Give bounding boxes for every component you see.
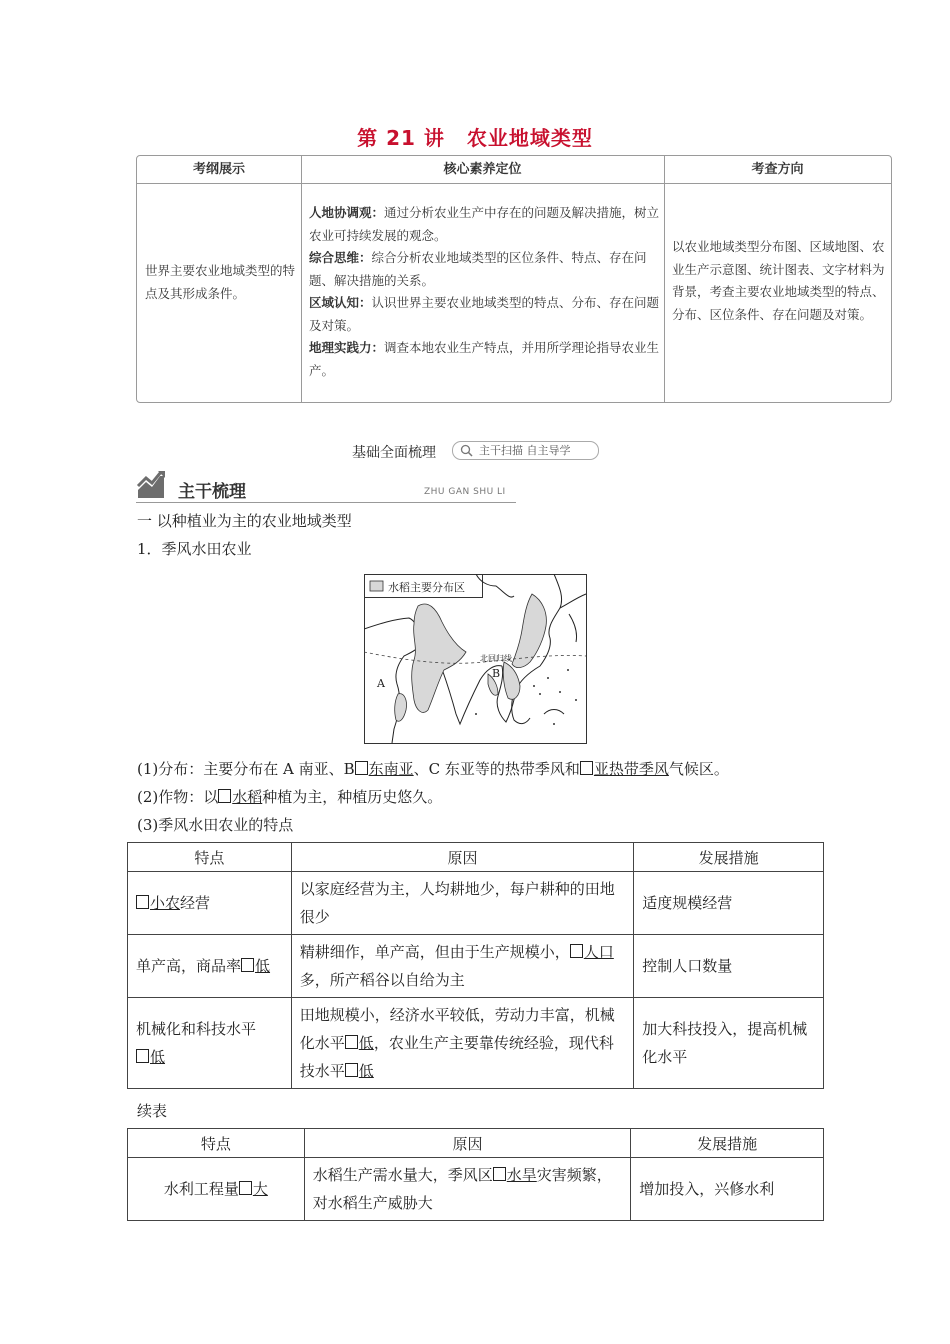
reason-text: 灾害频繁，对水稻生产威胁大	[312, 1166, 612, 1212]
answer-low: 低	[358, 1062, 374, 1080]
literacy-text: 通过分析农业生产中存在的问题及解决措施，树立农业可持续发展的观念。	[309, 205, 660, 243]
reason-text: 田地规模小，经济水平较低，劳动力丰富，机械化水平	[299, 1006, 615, 1052]
answer-small-farm: 小农	[150, 894, 181, 912]
table-row	[128, 872, 824, 935]
divider	[301, 156, 302, 402]
feature-cell	[128, 1158, 305, 1221]
island-dot	[547, 677, 549, 679]
literacy-item	[309, 337, 661, 382]
features-table	[127, 842, 824, 1089]
section-basic: 基础全面梳理	[352, 445, 436, 461]
answer-subtropical-monsoon: 亚热带季风	[593, 760, 669, 778]
answer-low: 低	[150, 1048, 166, 1066]
measure-cell: 增加投入，兴修水利	[631, 1158, 824, 1221]
feature-cell	[128, 935, 292, 998]
table-row	[128, 935, 824, 998]
answer-population: 人口	[583, 943, 614, 961]
features-heading: (3)季风水田农业的特点	[137, 816, 294, 834]
answer-box	[136, 1049, 149, 1063]
divider	[664, 156, 665, 402]
col-header: 发展措施	[634, 843, 824, 872]
col-header: 原因	[291, 843, 633, 872]
literacy-label: 区域认知：	[309, 295, 372, 310]
crop-line	[137, 786, 442, 807]
distribution-suffix: 气候区。	[668, 760, 729, 778]
literacy-label: 地理实践力：	[309, 340, 385, 355]
col-header: 特点	[128, 1129, 305, 1158]
literacy-text: 认识世界主要农业地域类型的特点、分布、存在问题及对策。	[309, 295, 660, 333]
lecture-number: 第 21 讲	[357, 126, 445, 150]
literacy-item	[309, 247, 661, 292]
reason-text: 多，所产稻谷以自给为主	[299, 971, 465, 989]
reason-cell	[291, 998, 633, 1089]
label-a: A	[377, 677, 385, 690]
crop-suffix: 种植为主，种植历史悠久。	[262, 788, 443, 806]
tropic-label: 北回归线	[480, 654, 512, 663]
page-title	[0, 122, 950, 151]
answer-box	[355, 761, 368, 775]
feature-cell	[128, 872, 292, 935]
distribution-line	[137, 758, 729, 779]
island-dot	[575, 699, 577, 701]
answer-box	[241, 958, 254, 972]
trend-chart-icon	[136, 470, 166, 500]
feature-text: 经营	[180, 894, 211, 912]
syllabus-text: 世界主要农业地域类型的特点及其形成条件。	[145, 263, 296, 301]
literacy-item	[309, 202, 661, 247]
distribution-mid: 、C 东亚等的热带季风和	[413, 760, 580, 778]
features-table-continued	[127, 1128, 824, 1221]
measure-cell: 控制人口数量	[634, 935, 824, 998]
part-heading: 一 以种植业为主的农业地域类型	[137, 512, 352, 530]
literacy-item	[309, 292, 661, 337]
table-header-row	[128, 843, 824, 872]
island-dot	[475, 713, 477, 715]
reason-text: 水稻生产需水量大，季风区	[312, 1166, 493, 1184]
table-row	[128, 1158, 824, 1221]
pill-text: 主干扫描 自主导学	[479, 444, 571, 457]
header-direction: 考查方向	[664, 156, 891, 184]
header-literacy: 核心素养定位	[301, 156, 664, 184]
answer-box	[136, 895, 149, 909]
feature-text: 单产高，商品率	[136, 957, 242, 975]
legend-text: 水稻主要分布区	[388, 581, 465, 594]
answer-low: 低	[358, 1034, 374, 1052]
direction-text: 以农业地域类型分布图、区域地图、农业生产示意图、统计图表、文字材料为背景，考查主要农业地域类型的特点、分布、区位条件、存在问题及对策。	[672, 239, 885, 322]
answer-southeast-asia: 东南亚	[368, 760, 414, 778]
reason-cell: 以家庭经营为主，人均耕地少，每户耕种的田地很少	[291, 872, 633, 935]
label-b: B	[492, 667, 501, 680]
overview-table	[136, 155, 892, 403]
section-pinyin: ZHU GAN SHU LI	[424, 487, 506, 497]
reason-cell	[304, 1158, 631, 1221]
lecture-topic: 农业地域类型	[466, 126, 593, 150]
search-icon	[460, 444, 473, 457]
literacy-text: 综合分析农业地域类型的区位条件、特点、存在问题、解决措施的关系。	[309, 250, 647, 288]
crop-prefix: (2)作物：以	[137, 788, 219, 806]
answer-large: 大	[252, 1180, 268, 1198]
answer-box	[345, 1063, 358, 1077]
island-dot	[559, 691, 561, 693]
measure-cell: 加大科技投入，提高机械化水平	[634, 998, 824, 1089]
island-dot	[533, 685, 535, 687]
feature-cell	[128, 998, 292, 1089]
rice-distribution-map	[364, 574, 587, 744]
answer-box	[493, 1167, 506, 1181]
distribution-prefix: (1)分布：主要分布在 A 南亚、B	[137, 760, 355, 778]
legend-swatch	[370, 581, 383, 591]
answer-flood-drought: 水旱	[506, 1166, 537, 1184]
table-row	[128, 998, 824, 1089]
island-dot	[539, 693, 541, 695]
reason-text: ，农业生产主要靠传统经验，现代科技水平	[299, 1034, 614, 1080]
answer-low: 低	[255, 957, 271, 975]
continued-label: 续表	[137, 1102, 168, 1120]
island-dot	[553, 723, 555, 725]
item-heading: 1．季风水田农业	[137, 540, 252, 558]
answer-box	[345, 1035, 358, 1049]
feature-text: 机械化和科技水平	[136, 1020, 257, 1038]
reason-cell	[291, 935, 633, 998]
literacy-label: 综合思维：	[309, 250, 372, 265]
measure-cell: 适度规模经营	[634, 872, 824, 935]
col-header: 发展措施	[631, 1129, 824, 1158]
feature-text: 水利工程量	[163, 1180, 239, 1198]
col-header: 原因	[304, 1129, 631, 1158]
table-header-row	[128, 1129, 824, 1158]
answer-box	[239, 1181, 252, 1195]
answer-box	[580, 761, 593, 775]
literacy-list	[309, 202, 661, 382]
reason-text: 精耕细作，单产高，但由于生产规模小，	[299, 943, 570, 961]
answer-box	[218, 789, 231, 803]
island-dot	[567, 669, 569, 671]
section-heading: 主干梳理	[178, 482, 246, 502]
section-pill	[452, 441, 599, 460]
header-syllabus: 考纲展示	[137, 156, 301, 184]
answer-rice: 水稻	[232, 788, 263, 806]
answer-box	[570, 944, 583, 958]
col-header: 特点	[128, 843, 292, 872]
literacy-label: 人地协调观：	[309, 205, 385, 220]
literacy-text: 调查本地农业生产特点，并用所学理论指导农业生产。	[309, 340, 660, 378]
